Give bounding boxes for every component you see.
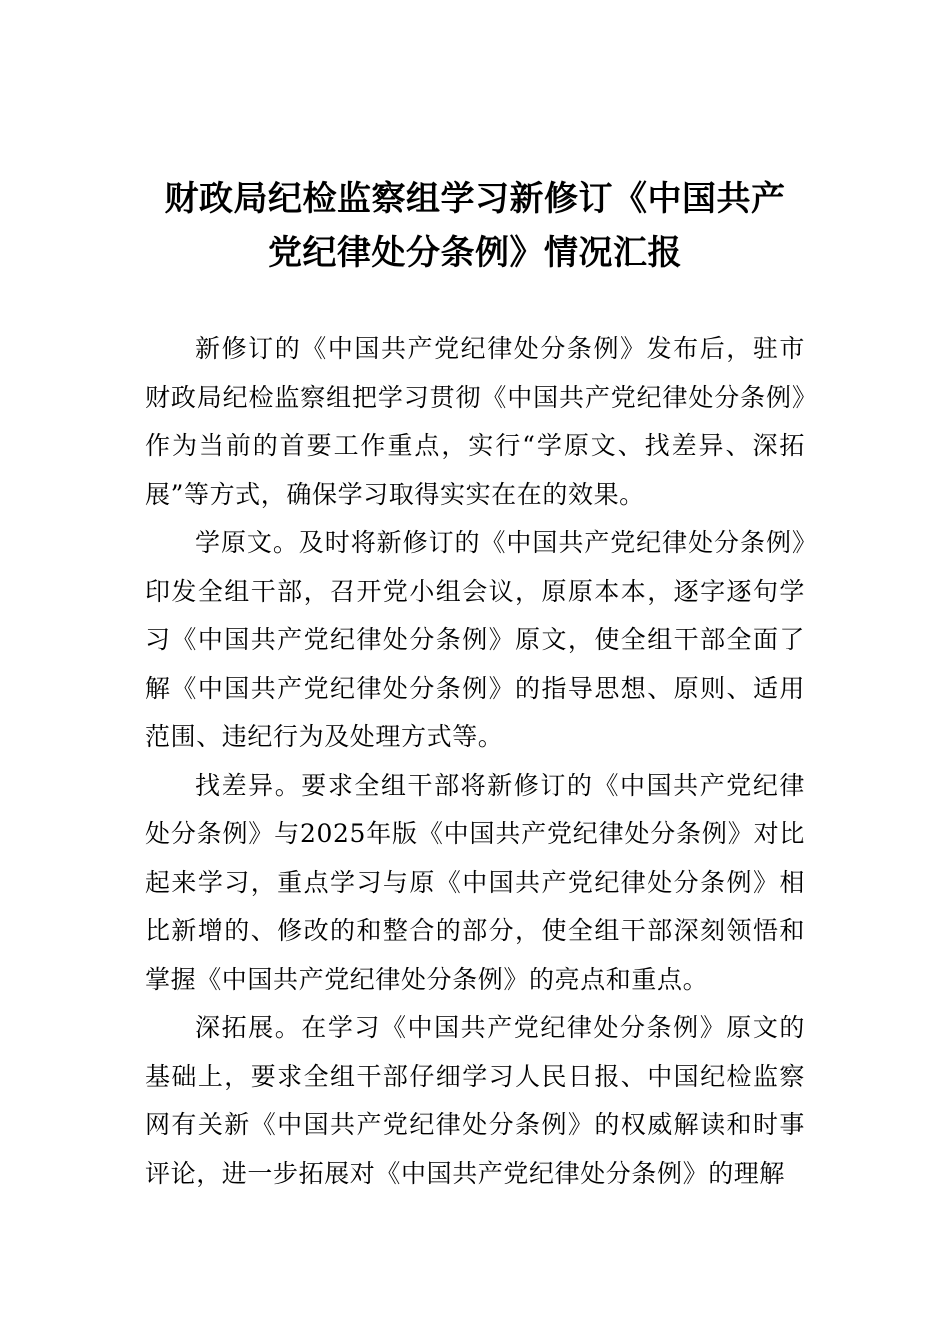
document-body: [145, 325, 805, 1198]
title-line-2: 党纪律处分条例》情况汇报: [268, 233, 682, 273]
paragraph-intro: 新修订的《中国共产党纪律处分条例》发布后，驻市财政局纪检监察组把学习贯彻《中国共产党纪律处分条例》作为当前的首要工作重点，实行“学原文、找差异、深拓展”等方式，确保学习取得实实在在的效果。: [145, 334, 805, 509]
document-title: [130, 172, 820, 280]
paragraph-study-original: 学原文。及时将新修订的《中国共产党纪律处分条例》印发全组干部，召开党小组会议，原原本本，逐字逐句学习《中国共产党纪律处分条例》原文，使全组干部全面了解《中国共产党纪律处分条例》的指导思想、原则、适用范围、违纪行为及处理方式等。: [145, 528, 805, 751]
paragraph-deep-expansion: 深拓展。在学习《中国共产党纪律处分条例》原文的基础上，要求全组干部仔细学习人民日报、中国纪检监察网有关新《中国共产党纪律处分条例》的权威解读和时事评论，进一步拓展对《中国共产党纪律处分条例》的理解: [145, 1013, 805, 1188]
title-line-1: 财政局纪检监察组学习新修订《中国共产: [164, 179, 786, 219]
paragraph-find-differences: 找差异。要求全组干部将新修订的《中国共产党纪律处分条例》与2025年版《中国共产党纪律处分条例》对比起来学习，重点学习与原《中国共产党纪律处分条例》相比新增的、修改的和整合的部分，使全组干部深刻领悟和掌握《中国共产党纪律处分条例》的亮点和重点。: [145, 770, 805, 994]
